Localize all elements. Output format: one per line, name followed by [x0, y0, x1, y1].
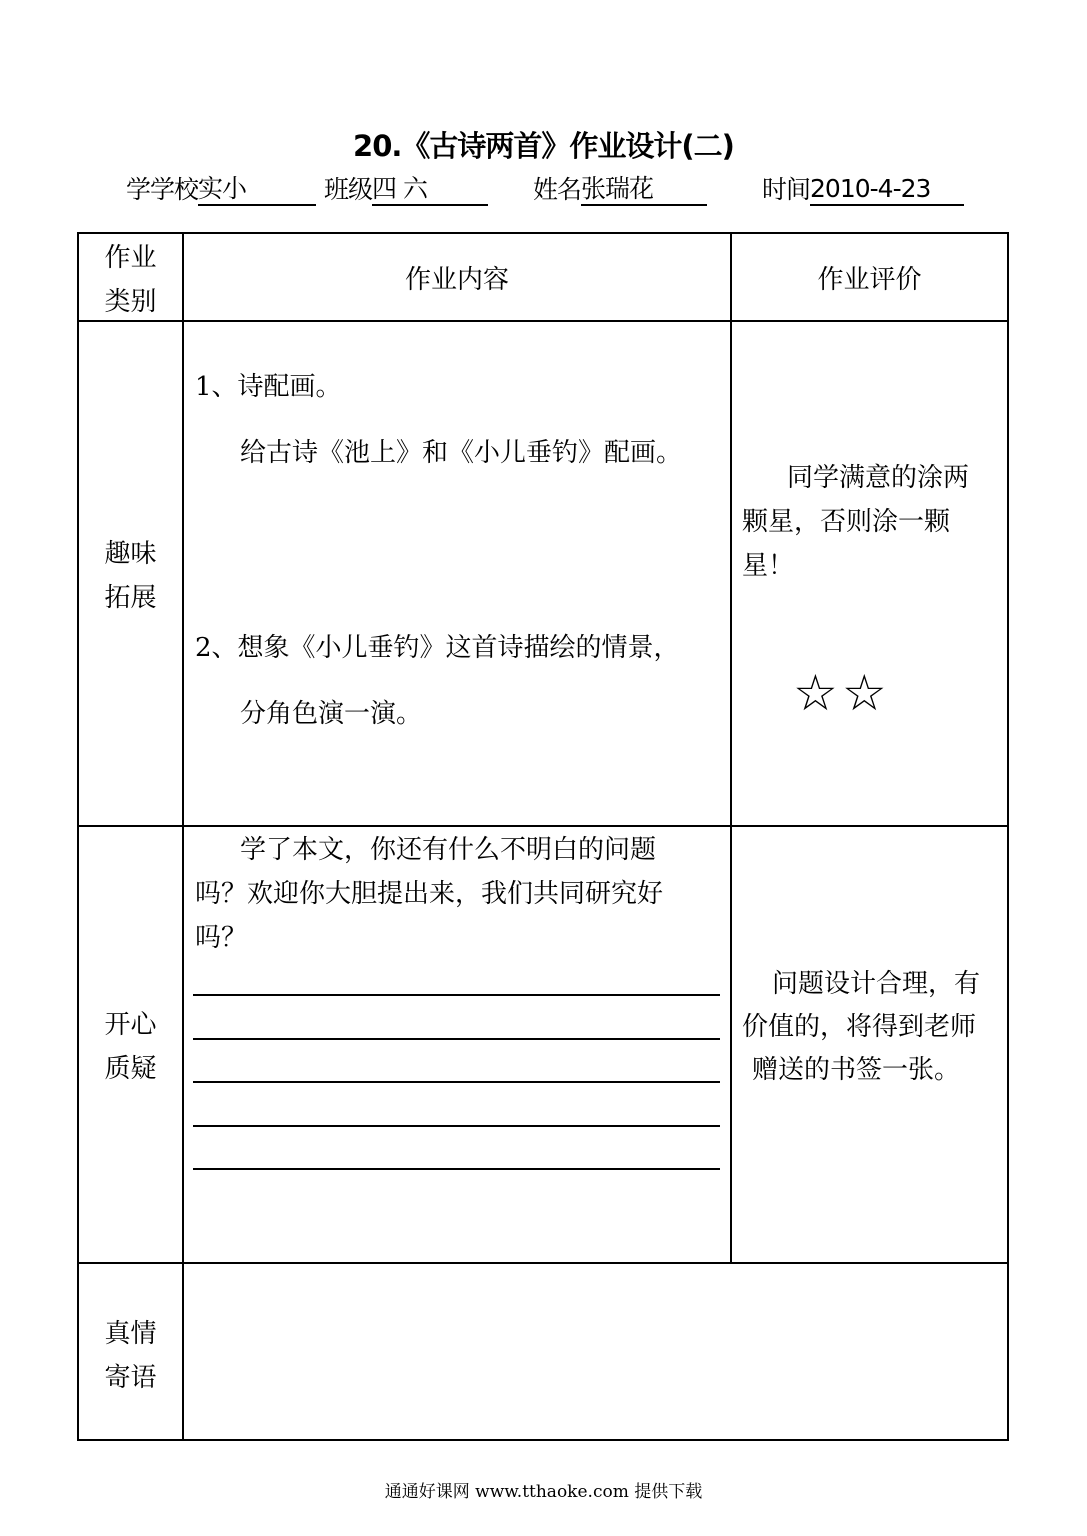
table-border-right [1007, 232, 1009, 1441]
answer-line[interactable] [193, 994, 720, 996]
name-field [533, 170, 707, 206]
header-category-line: 类别 [104, 287, 157, 317]
row3-category-line: 寄语 [104, 1363, 157, 1393]
class-label: 班级 [324, 175, 373, 204]
table-row-divider [77, 320, 1009, 322]
class-field [324, 170, 488, 206]
school-value: 实小 [198, 174, 316, 206]
answer-line[interactable] [193, 1168, 720, 1170]
time-label: 时间 [762, 175, 811, 204]
table-col-divider [182, 232, 184, 1441]
table-col-divider [730, 232, 732, 1263]
table-row-divider [77, 825, 1009, 827]
footer-credit: 通通好课网 www.tthaoke.com 提供下载 [384, 1482, 703, 1502]
class-value: 四 六 [372, 174, 488, 206]
row2-question-line: 吗？欢迎你大胆提出来，我们共同研究好 [195, 879, 664, 909]
row2-question-line: 吗？ [195, 923, 248, 953]
row1-eval-line: 同学满意的涂两 [787, 463, 970, 493]
answer-line[interactable] [193, 1038, 720, 1040]
row2-category [79, 1003, 182, 1091]
header-category-line: 作业 [104, 243, 157, 273]
school-label: 学学校 [126, 175, 199, 204]
header-content: 作业内容 [404, 265, 509, 295]
row2-question-line: 学了本文，你还有什么不明白的问题 [240, 835, 657, 865]
row2-category-line: 质疑 [104, 1054, 157, 1084]
header-category [79, 236, 182, 324]
row1-item2-body: 分角色演一演。 [240, 699, 423, 729]
row1-eval-line: 星！ [742, 551, 795, 581]
row1-category-line: 拓展 [104, 583, 157, 613]
row1-eval-line: 颗星，否则涂一颗 [742, 507, 951, 537]
row1-category [79, 532, 182, 620]
star-rating-icon: ☆☆ [793, 664, 891, 722]
row2-eval-line: 问题设计合理，有 [772, 969, 981, 999]
table-border-left [77, 232, 79, 1441]
header-evaluation: 作业评价 [817, 265, 922, 295]
table-border-top [77, 232, 1009, 234]
answer-line[interactable] [193, 1081, 720, 1083]
table-border-bottom [77, 1439, 1009, 1441]
row1-item1-title: 1、诗配画。 [195, 372, 342, 402]
name-label: 姓名 [533, 175, 582, 204]
message-area[interactable] [184, 1264, 1007, 1439]
time-field [762, 170, 964, 206]
row2-category-line: 开心 [104, 1010, 157, 1040]
school-field [126, 170, 316, 206]
row3-category [79, 1312, 182, 1400]
row1-item2-title: 2、想象《小儿垂钓》这首诗描绘的情景， [195, 633, 680, 663]
row1-category-line: 趣味 [104, 539, 157, 569]
row1-item1-body: 给古诗《池上》和《小儿垂钓》配画。 [240, 438, 683, 468]
row2-eval-line: 价值的，将得到老师 [742, 1012, 977, 1042]
page-title: 20.《古诗两首》作业设计(二) [353, 129, 734, 163]
time-value: 2010-4-23 [810, 174, 964, 206]
name-value: 张瑞花 [581, 174, 707, 206]
answer-line[interactable] [193, 1125, 720, 1127]
row2-eval-line: 赠送的书签一张。 [752, 1055, 961, 1085]
row3-category-line: 真情 [104, 1319, 157, 1349]
